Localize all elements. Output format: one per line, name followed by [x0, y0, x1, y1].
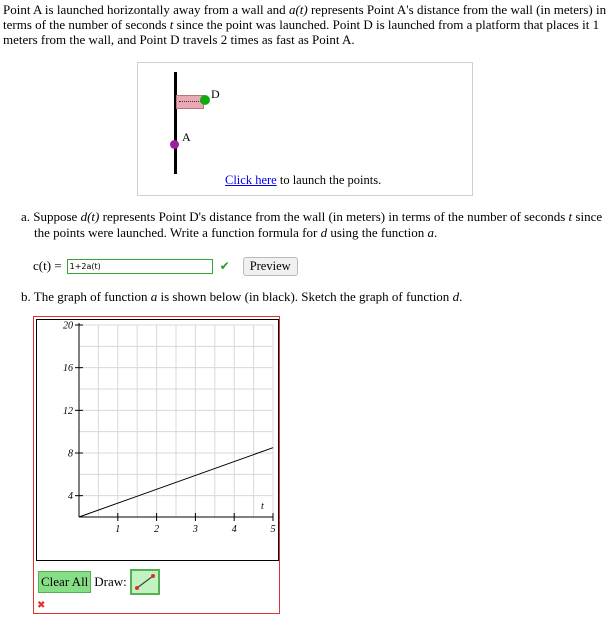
qa-a: a	[427, 225, 434, 240]
draw-label: Draw:	[94, 574, 127, 589]
graph-canvas[interactable]	[36, 319, 279, 561]
y-tick-label: 20	[63, 320, 73, 332]
graph-panel	[33, 316, 280, 614]
x-tick-label: 3	[192, 524, 198, 535]
question-a	[21, 209, 605, 241]
y-tick-label: 12	[63, 405, 73, 417]
y-tick-label: 8	[68, 448, 73, 460]
answer-row	[33, 256, 298, 276]
check-icon: ✔	[219, 259, 230, 273]
point-d-label: D	[211, 87, 220, 101]
animation-panel	[137, 62, 473, 196]
point-d-marker	[200, 95, 210, 105]
launch-suffix: to launch the points.	[276, 173, 382, 187]
intro-a-of-t: a(t)	[288, 2, 308, 17]
platform-dotted-line	[179, 101, 201, 102]
qa-text-5: .	[433, 225, 438, 240]
qb-text-2: is shown below (in black). Sketch the graph of function	[157, 289, 453, 304]
line-draw-icon	[134, 573, 156, 591]
qa-d-of-t: d(t)	[80, 209, 100, 224]
x-axis-label: t	[261, 501, 264, 512]
qb-d: d	[452, 289, 460, 304]
intro-t: t	[169, 17, 174, 32]
answer-input[interactable]	[67, 259, 213, 274]
problem-intro	[3, 2, 607, 47]
intro-text-1: Point A is launched horizontally away from a wall and	[3, 2, 289, 17]
line-draw-button[interactable]	[130, 569, 160, 595]
graph-svg[interactable]	[37, 320, 278, 560]
qb-a: a	[150, 289, 158, 304]
wall	[174, 72, 177, 174]
graph-toolbar	[38, 569, 160, 595]
qa-text-4: using the function	[327, 225, 428, 240]
qa-d: d	[320, 225, 328, 240]
x-tick-label: 5	[270, 524, 276, 535]
y-tick-label: 4	[68, 491, 73, 503]
x-tick-label: 2	[154, 524, 160, 535]
qb-text-1: b. The graph of function	[21, 289, 151, 304]
x-icon: ✖	[37, 600, 46, 611]
clear-all-button[interactable]: Clear All	[38, 571, 91, 593]
launch-link[interactable]: Click here	[225, 173, 277, 187]
preview-button[interactable]: Preview	[243, 257, 298, 276]
qb-text-3: .	[459, 289, 463, 304]
x-tick-label: 4	[231, 524, 237, 535]
question-b	[21, 289, 462, 305]
qa-text-2: represents Point D's distance from the wall (in meters) in terms of the number of seconds	[99, 209, 569, 224]
launch-instructions	[225, 173, 381, 188]
qa-text-1: a. Suppose	[21, 209, 81, 224]
point-a-marker	[170, 140, 179, 149]
intro-text-2: represents Point A's distance from the wall (in meters) in terms of the number of seconds	[3, 2, 607, 32]
x-tick-label: 1	[115, 524, 121, 535]
answer-lhs: c(t) =	[33, 258, 62, 273]
qa-text-3: since the points were launched. Write a function formula for	[34, 209, 603, 240]
intro-text-3: since the point was launched. Point D is launched from a platform that places it 1 meters from the wall, and Point D travels 2 times as fast as Point A.	[3, 17, 600, 47]
point-a-label: A	[182, 130, 191, 144]
qa-t: t	[568, 209, 573, 224]
y-tick-label: 16	[63, 363, 73, 375]
